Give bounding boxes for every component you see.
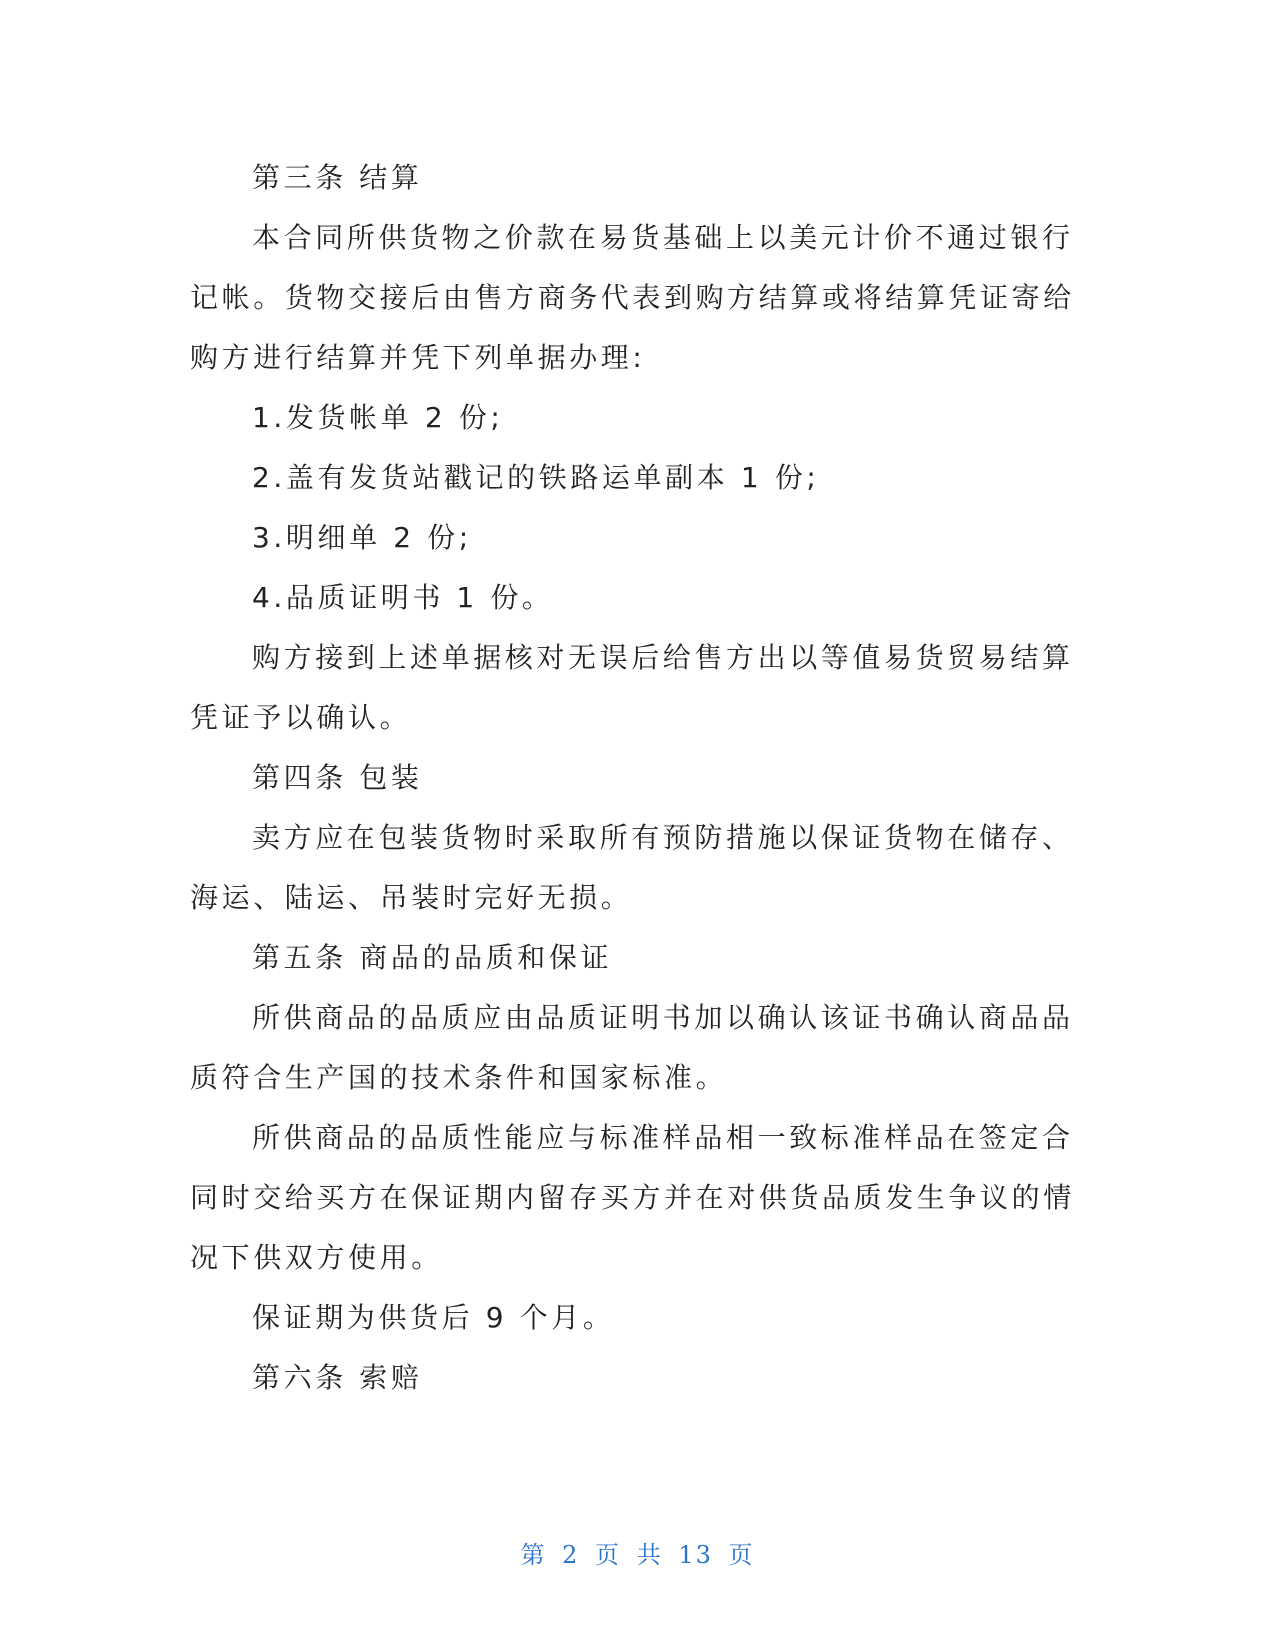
list-item: 3.明细单 2 份; bbox=[252, 521, 472, 554]
footer-prefix: 第 bbox=[520, 1541, 547, 1569]
paragraph-line: 海运、陆运、吊装时完好无损。 bbox=[190, 881, 633, 914]
paragraph-line: 购方接到上述单据核对无误后给售方出以等值易货贸易结算 bbox=[252, 641, 1074, 674]
paragraph-line: 况下供双方使用。 bbox=[190, 1241, 443, 1274]
paragraph-line: 记帐。货物交接后由售方商务代表到购方结算或将结算凭证寄给 bbox=[190, 281, 1075, 314]
list-item: 2.盖有发货站戳记的铁路运单副本 1 份; bbox=[252, 461, 820, 494]
paragraph-line: 购方进行结算并凭下列单据办理: bbox=[190, 341, 646, 374]
paragraph-line: 保证期为供货后 9 个月。 bbox=[252, 1301, 615, 1334]
footer-suffix: 页 bbox=[728, 1541, 755, 1569]
list-item: 4.品质证明书 1 份。 bbox=[252, 581, 554, 614]
paragraph-line: 所供商品的品质应由品质证明书加以确认该证书确认商品品 bbox=[252, 1001, 1074, 1034]
section-heading-5: 第五条 商品的品质和保证 bbox=[252, 941, 613, 974]
footer-page-word: 页 bbox=[595, 1541, 622, 1569]
paragraph-line: 卖方应在包装货物时采取所有预防措施以保证货物在储存、 bbox=[252, 821, 1074, 854]
document-body bbox=[190, 148, 1075, 1408]
section-heading-6: 第六条 索赔 bbox=[252, 1361, 423, 1394]
section-heading-3: 第三条 结算 bbox=[252, 161, 423, 194]
paragraph-line: 质符合生产国的技术条件和国家标准。 bbox=[190, 1061, 728, 1094]
paragraph-line: 凭证予以确认。 bbox=[190, 701, 412, 734]
footer-current-page: 2 bbox=[562, 1541, 580, 1569]
paragraph-line: 同时交给买方在保证期内留存买方并在对供货品质发生争议的情 bbox=[190, 1181, 1075, 1214]
page-footer bbox=[0, 1540, 1275, 1570]
list-item: 1.发货帐单 2 份; bbox=[252, 401, 504, 434]
footer-total-pages: 13 bbox=[678, 1541, 713, 1569]
paragraph-line: 所供商品的品质性能应与标准样品相一致标准样品在签定合 bbox=[252, 1121, 1074, 1154]
footer-total-word: 共 bbox=[636, 1541, 663, 1569]
section-heading-4: 第四条 包装 bbox=[252, 761, 423, 794]
paragraph-line: 本合同所供货物之价款在易货基础上以美元计价不通过银行 bbox=[252, 221, 1074, 254]
